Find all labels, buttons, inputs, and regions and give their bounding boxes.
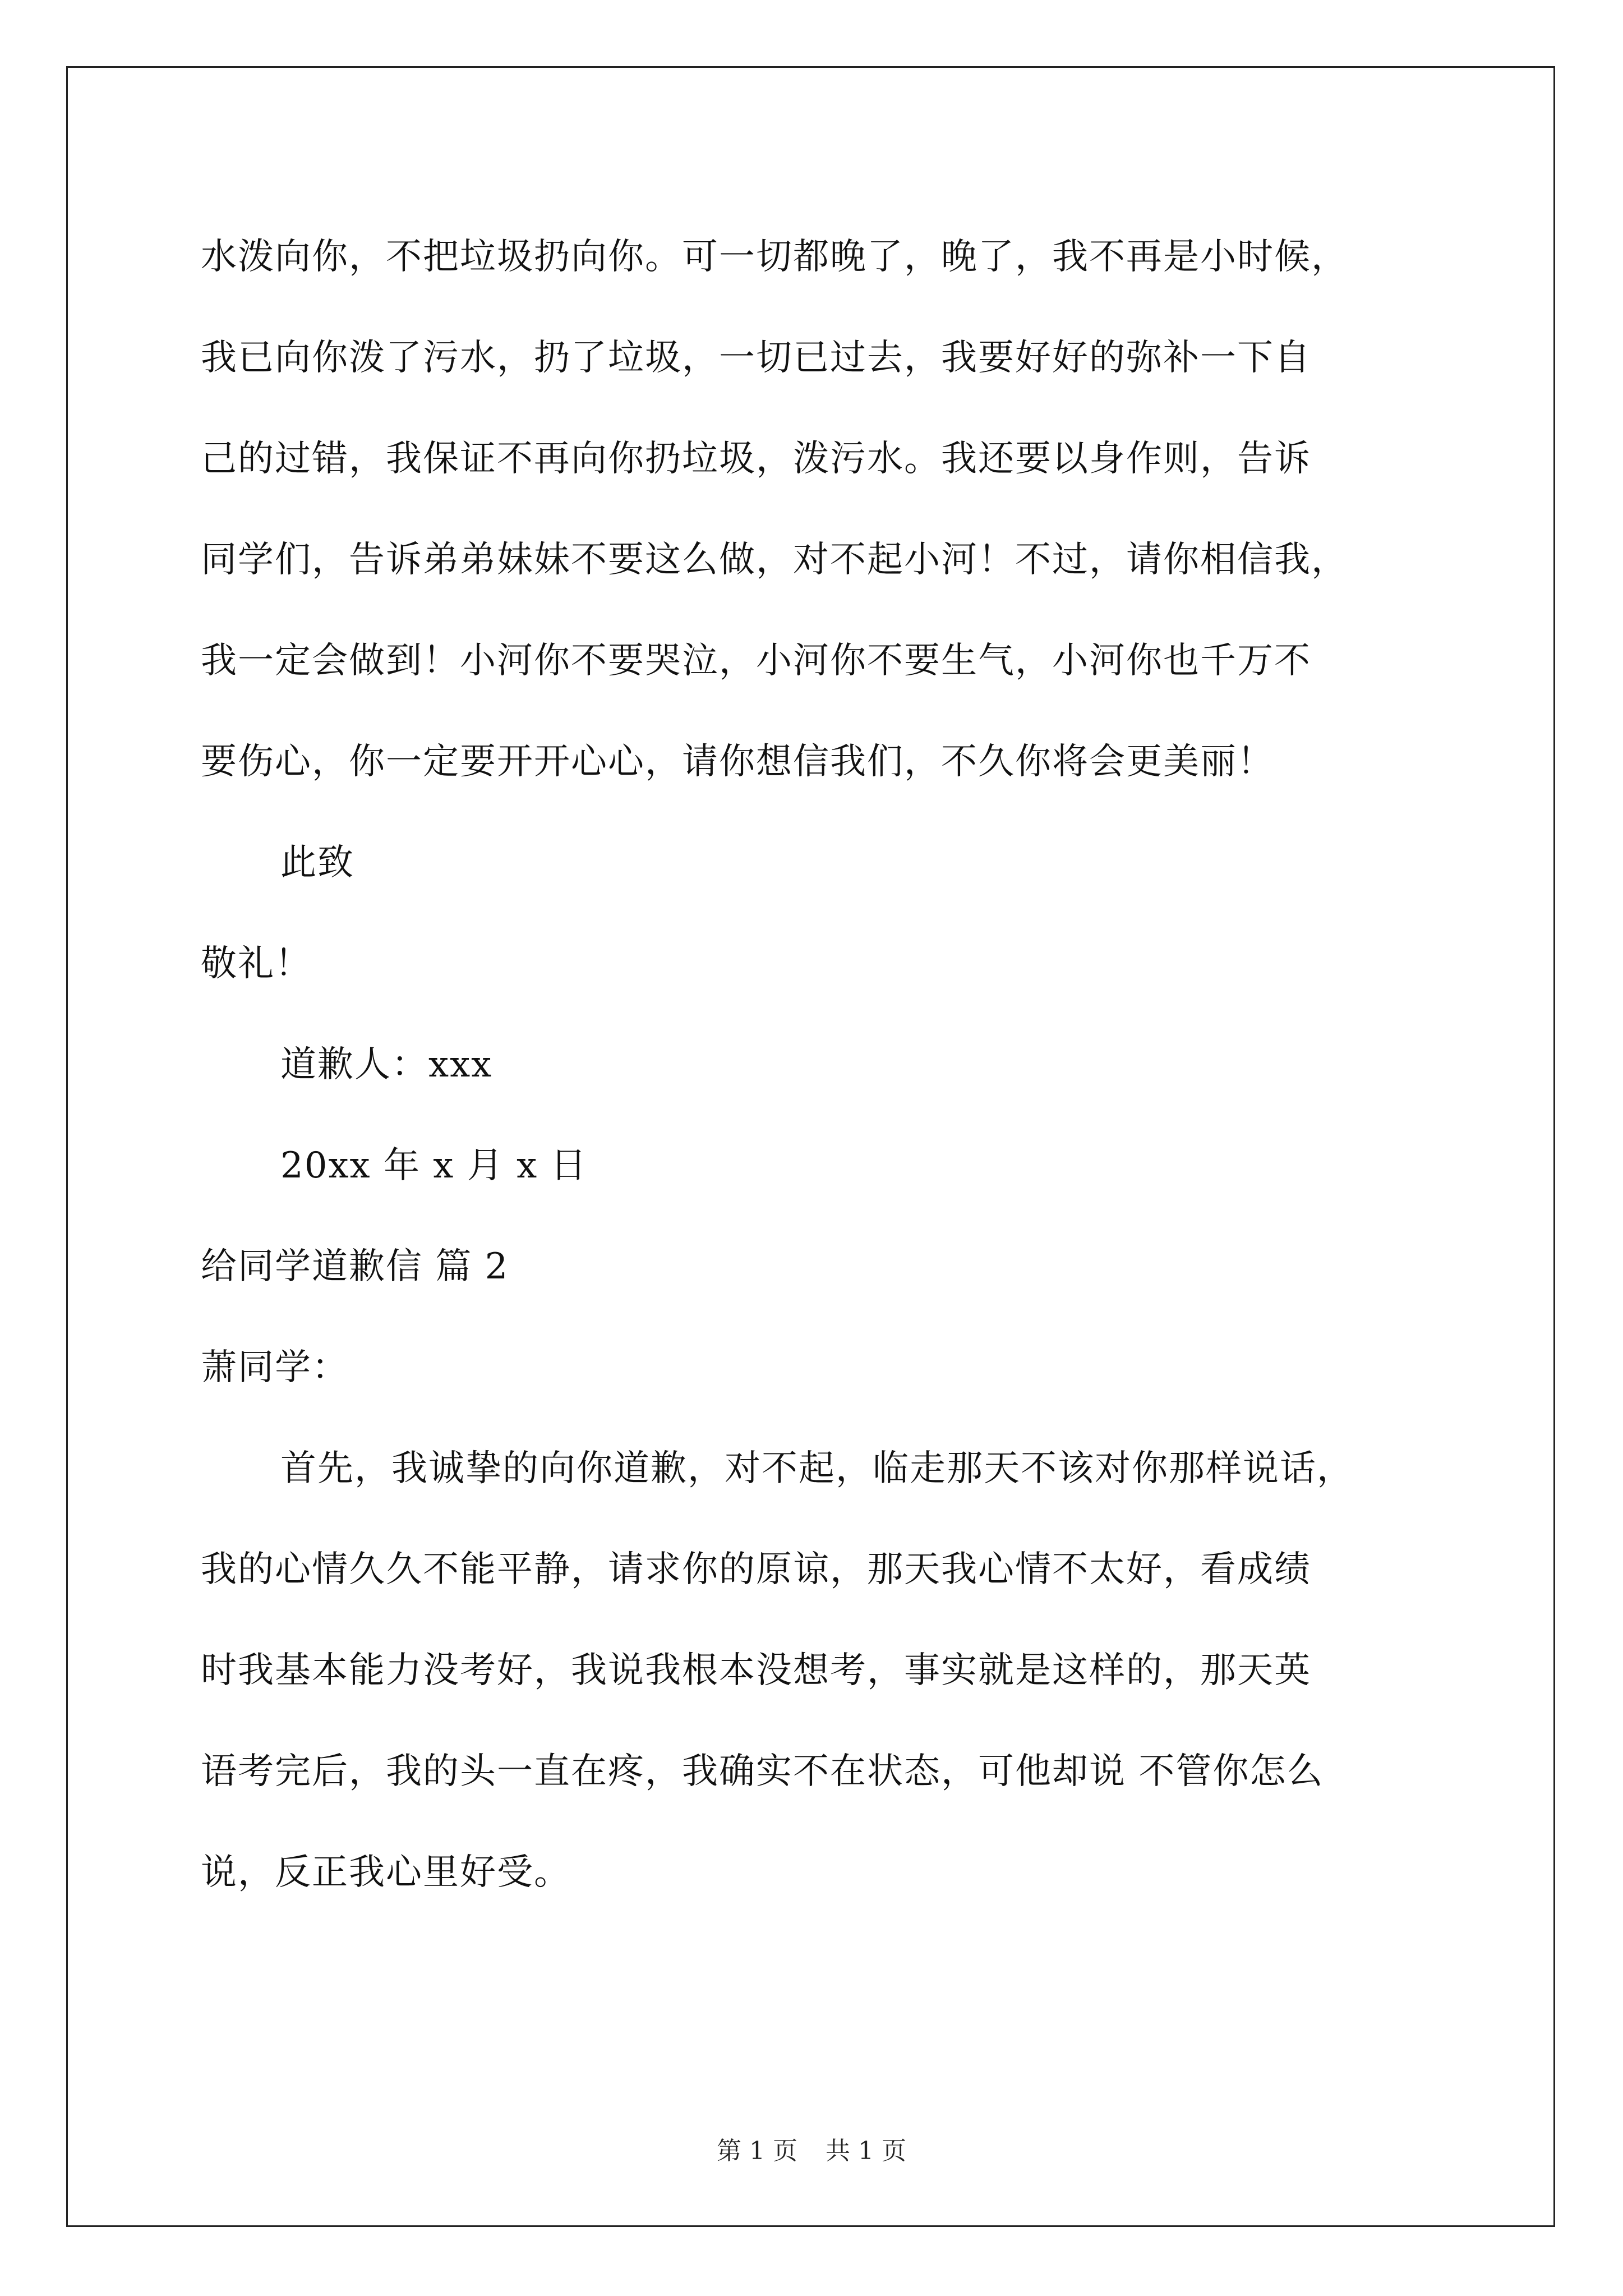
body-line-6: 要伤心，你一定要开开心心，请你想信我们，不久你将会更美丽！ <box>201 741 1274 783</box>
page-number-total: 共 1 页 <box>826 2137 906 2165</box>
body-line-13: 首先，我诚挚的向你道歉，对不起，临走那天不该对你那样说话， <box>280 1448 1354 1489</box>
body-line-14: 我的心情久久不能平静，请求你的原谅，那天我心情不太好，看成绩 <box>201 1549 1311 1590</box>
date-line: 20xx 年 x 月 x 日 <box>280 1145 588 1186</box>
closing-salutation: 此致 <box>280 842 354 884</box>
body-line-17: 说，反正我心里好受。 <box>201 1852 571 1893</box>
body-line-2: 我已向你泼了污水，扔了垃圾，一切已过去，我要好好的弥补一下自 <box>201 337 1311 379</box>
recipient-greeting: 萧同学： <box>201 1347 349 1388</box>
body-line-5: 我一定会做到！小河你不要哭泣，小河你不要生气，小河你也千万不 <box>201 640 1311 682</box>
body-line-16: 语考完后，我的头一直在疼，我确实不在状态，可他却说 不管你怎么 <box>201 1751 1324 1792</box>
body-line-1: 水泼向你，不把垃圾扔向你。可一切都晚了，晚了，我不再是小时候， <box>201 236 1348 278</box>
page-footer <box>0 2134 1623 2168</box>
body-line-15: 时我基本能力没考好，我说我根本没想考，事实就是这样的，那天英 <box>201 1650 1311 1691</box>
signature-line: 道歉人：xxx <box>280 1044 493 1085</box>
closing-regards: 敬礼！ <box>201 943 312 984</box>
section-heading: 给同学道歉信 篇 2 <box>201 1246 509 1287</box>
page-number-current: 第 1 页 <box>717 2137 797 2165</box>
body-line-4: 同学们，告诉弟弟妹妹不要这么做，对不起小河！不过，请你相信我， <box>201 539 1348 581</box>
body-line-3: 己的过错，我保证不再向你扔垃圾，泼污水。我还要以身作则，告诉 <box>201 438 1311 480</box>
